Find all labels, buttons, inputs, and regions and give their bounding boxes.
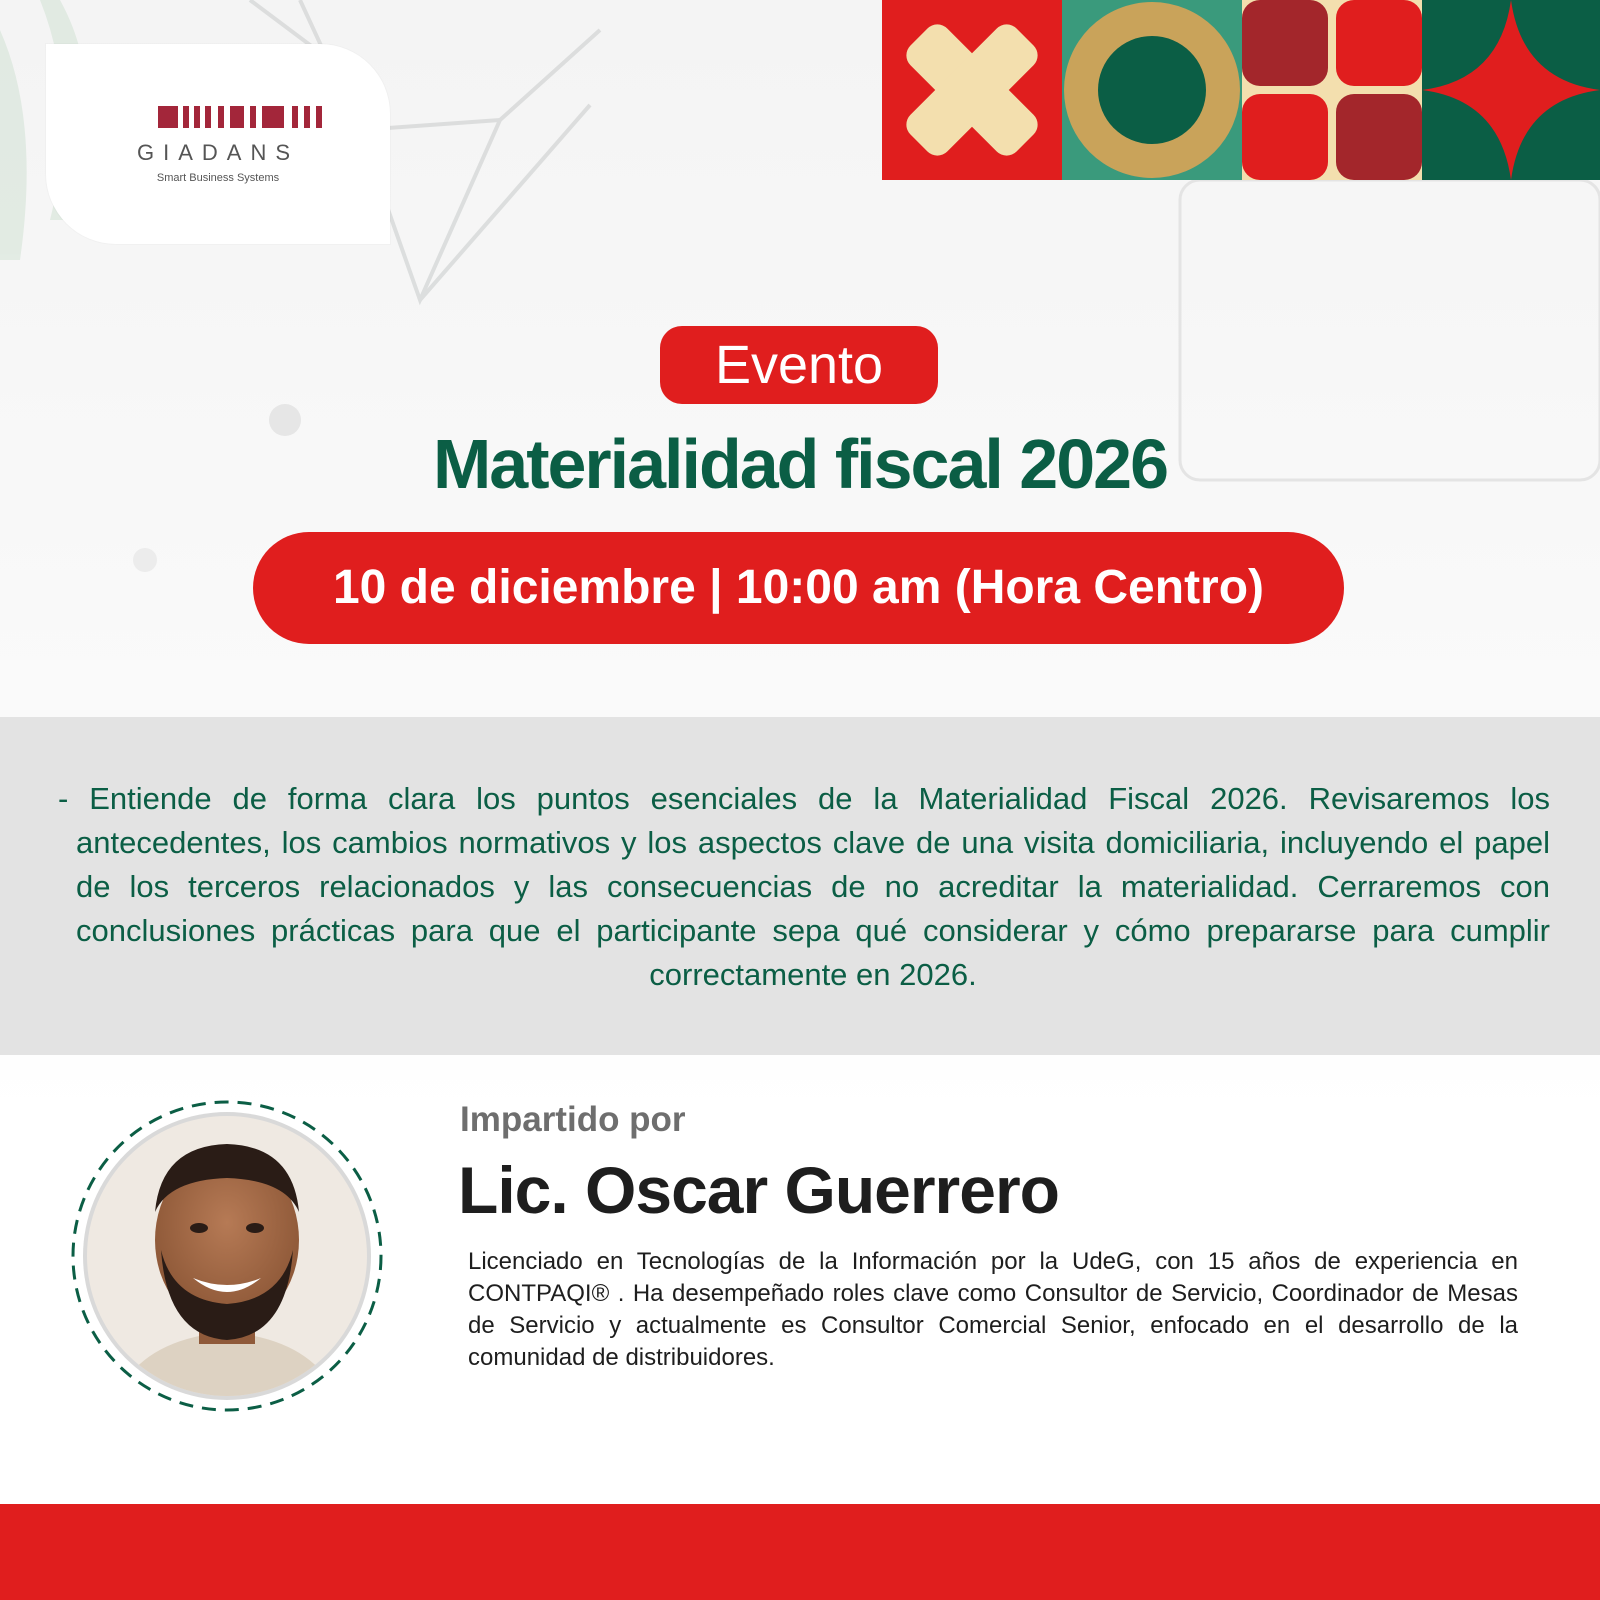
holiday-pattern — [882, 0, 1600, 180]
giadans-logo-icon — [158, 106, 334, 128]
event-datetime: 10 de diciembre | 10:00 am (Hora Centro) — [253, 532, 1344, 644]
speaker-byline: Impartido por — [460, 1100, 686, 1139]
four-squares-icon — [1242, 0, 1422, 180]
four-point-star-icon — [1422, 0, 1600, 180]
brand-tagline: Smart Business Systems — [156, 172, 280, 184]
footer-bar — [0, 1504, 1600, 1600]
event-title: Materialidad fiscal 2026 — [432, 425, 1168, 503]
logo-card — [46, 44, 390, 244]
event-label-badge: Evento — [660, 326, 938, 404]
ring-icon — [1062, 0, 1242, 180]
event-description: - Entiende de forma clara los puntos esenciales de la Materialidad Fiscal 2026. Revisaremos los antecedentes, los cambios normativos y los aspectos clave de una visita domiciliaria, incluyendo el papel de los terceros relacionados y las consecuencias de no acreditar la materialidad. Cerraremos con conclusiones prácticas para que el participante sepa qué considerar y cómo prepararse para cumplir correctamente en 2026. — [58, 781, 1550, 992]
description-band — [0, 717, 1600, 1055]
brand-name: GIADANS — [136, 140, 300, 165]
speaker-name: Lic. Oscar Guerrero — [458, 1153, 1059, 1227]
speaker-bio: Licenciado en Tecnologías de la Información por la UdeG, con 15 años de experiencia en CONTPAQI® . Ha desempeñado roles clave como Consultor de Servicio, Coordinador de Mesas de Servicio y actualmente es Consultor Comercial Senior, enfocado en el desarrollo de la comunidad de distribuidores. — [468, 1248, 1518, 1371]
speaker-photo — [71, 1100, 383, 1412]
x-shape-icon — [882, 0, 1078, 180]
